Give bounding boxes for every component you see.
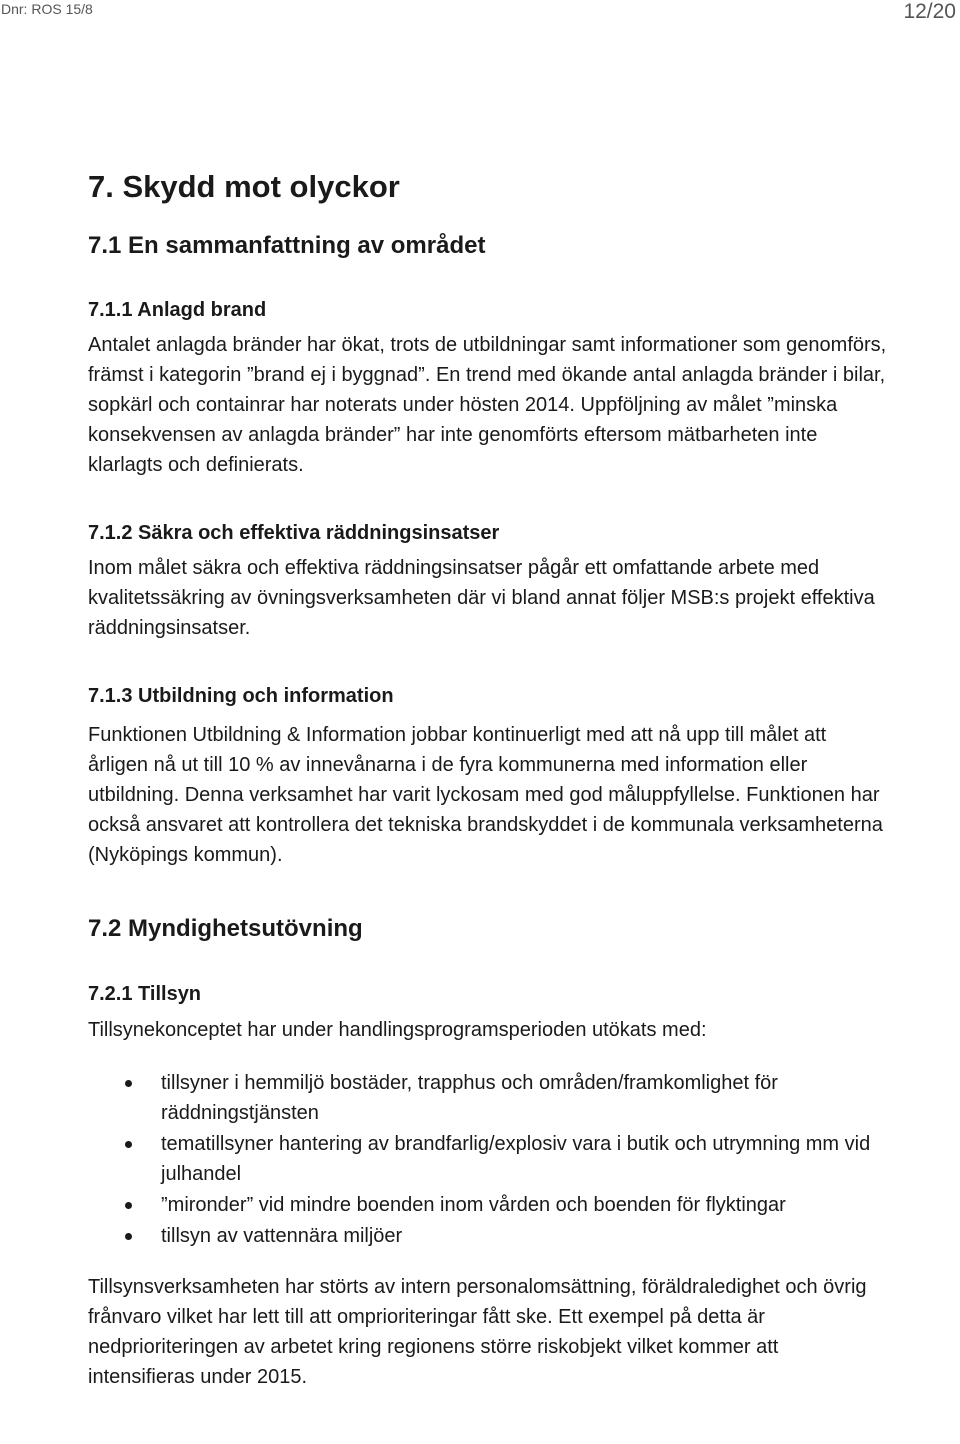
paragraph-tillsyn-closing: Tillsynsverksamheten har störts av intern personalomsättning, föräldraledighet och övrig frånvaro vilket har lett till att omprioriteringar fått ske. Ett exempel på detta är nedprioriteringen av arbetet kring regionens större riskobjekt vilket kommer att intensifieras under 2015. [88,1276,867,1388]
chapter-title: 7. Skydd mot olyckor [88,169,400,204]
tillsyn-list [88,1068,888,1251]
list-item [88,1068,888,1128]
paragraph-utbildning: Funktionen Utbildning & Information jobbar kontinuerligt med att nå upp till målet att årligen nå ut till 10 % av innevånarna i de fyra kommunerna med information eller utbildning. Denna verksamhet har varit lyckosam med god måluppfyllelse. Funktionen har också ansvaret att kontrollera det tekniska brandskyddet i de kommunala verksamheterna (Nyköpings kommun). [88,724,883,866]
section-heading-7-2: 7.2 Myndighetsutövning [88,915,363,942]
subsection-heading-7-1-2: 7.1.2 Säkra och effektiva räddningsinsatser [88,522,500,544]
page-number: 12/20 [903,0,956,23]
subsection-heading-7-1-3: 7.1.3 Utbildning och information [88,685,394,707]
list-item [88,1129,888,1189]
subsection-heading-7-2-1: 7.2.1 Tillsyn [88,983,202,1005]
list-item-text: tillsyn av vattennära miljöer [161,1225,403,1247]
paragraph-raddningsinsatser: Inom målet säkra och effektiva räddningsinsatser pågår ett omfattande arbete med kvalitetssäkring av övningsverksamheten där vi bland annat följer MSB:s projekt effektiva räddningsinsatser. [88,557,875,639]
page-header [0,0,960,24]
paragraph-tillsyn-intro: Tillsynekonceptet har under handlingsprogramsperioden utökats med: [88,1019,707,1041]
paragraph-anlagd-brand: Antalet anlagda bränder har ökat, trots de utbildningar samt informationer som genomförs, främst i kategorin ”brand ej i byggnad”. En trend med ökande antal anlagda bränder i bilar, sopkärl och containrar har noterats under hösten 2014. Uppföljning av målet ”minska konsekvensen av anlagda bränder” har inte genomförts eftersom mätbarheten inte klarlagts och definierats. [88,334,887,476]
document-reference: Dnr: ROS 15/8 [1,1,93,17]
list-item [88,1190,888,1220]
section-heading-7-1: 7.1 En sammanfattning av området [88,232,486,259]
bullet-icon [125,1080,132,1087]
document-body [88,165,888,1392]
bullet-icon [125,1141,132,1148]
bullet-icon [125,1233,132,1240]
list-item-text: tillsyner i hemmiljö bostäder, trapphus och områden/framkomlighet för räddningstjänsten [161,1072,778,1124]
subsection-heading-7-1-1: 7.1.1 Anlagd brand [88,299,267,321]
list-item-text: ”mironder” vid mindre boenden inom vården och boenden för flyktingar [161,1194,786,1216]
bullet-icon [125,1202,132,1209]
list-item [88,1221,888,1251]
list-item-text: tematillsyner hantering av brandfarlig/explosiv vara i butik och utrymning mm vid julhandel [161,1133,871,1185]
